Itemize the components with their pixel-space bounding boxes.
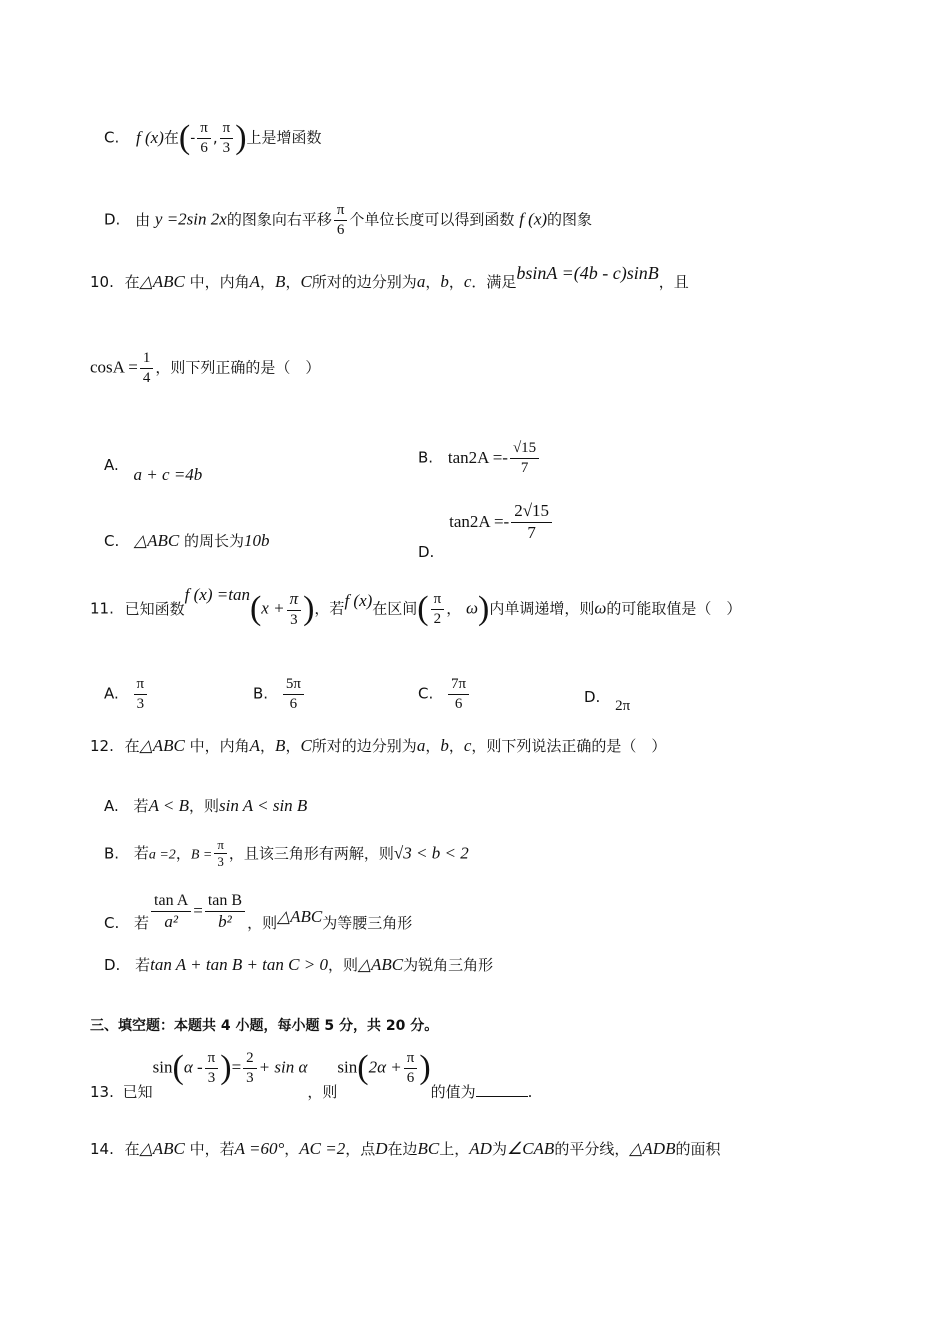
- math-expr: A =60°: [234, 1139, 285, 1158]
- text: 由: [135, 210, 151, 229]
- text: ，则: [327, 956, 358, 974]
- text: ，则下列正确的是（ ）: [155, 358, 321, 377]
- fraction: $\frac{1}{4}$: [140, 350, 154, 386]
- q11-option-a: [104, 676, 149, 712]
- math-expr: tan A + tan B + tan C > 0: [150, 955, 328, 974]
- question-number: 10.: [90, 273, 114, 291]
- text: 若: [134, 914, 150, 933]
- math-var: ω: [465, 598, 478, 618]
- fraction: $\frac{2}{3}$: [243, 1050, 257, 1086]
- text: .: [527, 1082, 533, 1101]
- q12-option-a: [104, 797, 307, 814]
- q11-option-b: [253, 676, 306, 712]
- text: ，: [284, 1140, 300, 1158]
- q10-option-d: [418, 501, 554, 561]
- math-func: sin: [152, 1057, 173, 1077]
- option-label: C.: [418, 684, 434, 703]
- math-var: A: [249, 272, 261, 291]
- math-var: C: [300, 736, 312, 755]
- math-eq: =: [231, 1057, 242, 1077]
- math-var: D: [375, 1139, 388, 1158]
- text: 为: [491, 1140, 507, 1158]
- q10-option-b: [418, 440, 541, 476]
- text: 若: [133, 844, 149, 863]
- fraction: $\frac{\pi}{3}$: [220, 120, 234, 156]
- text: 内单调递增，则: [489, 599, 595, 618]
- math-expr: + sin α: [258, 1057, 308, 1077]
- math-var: A: [249, 736, 261, 755]
- text: ，则: [247, 914, 278, 933]
- q11-option-d: [584, 688, 631, 714]
- text: 个单位长度可以得到函数: [349, 210, 515, 229]
- q12-option-c: C. 若 $\frac{\text{tan A}}{\text{a²}}$ = $\frac{\text{tan B}}{\text{b²}}$ ，则△ABC为等腰三角形: [104, 892, 413, 933]
- text: ，若: [314, 599, 345, 618]
- math-condition: bsinA =(4b - c)sinB: [516, 263, 659, 283]
- math-expr: tan2A =-: [449, 511, 510, 531]
- math-expr: B =: [190, 847, 213, 863]
- text: 在: [163, 128, 179, 147]
- math-var: BC: [417, 1139, 440, 1158]
- option-label: B.: [253, 684, 269, 703]
- option-label: D.: [104, 956, 121, 974]
- fraction: $\frac{\pi}{3}$: [214, 838, 227, 870]
- fraction: $\frac{\pi}{6}$: [197, 120, 211, 156]
- text: 已知函数: [124, 599, 185, 618]
- question-number: 14.: [90, 1140, 114, 1158]
- text: 在边: [387, 1140, 418, 1158]
- question-number: 13.: [90, 1082, 114, 1101]
- text: 在: [124, 273, 140, 291]
- q14-stem: [90, 1140, 720, 1157]
- fraction: $\frac{\text{tan B}}{\text{b²}}$: [205, 892, 245, 931]
- math-var: b: [440, 736, 449, 755]
- text: ，且该三角形有两解，则: [228, 844, 394, 863]
- section-heading: 三、填空题：本题共 4 小题，每小题 5 分，共 20 分。: [90, 1018, 439, 1034]
- math-expr: 2α +: [368, 1057, 402, 1077]
- fraction: $\frac{\pi}{6}$: [334, 202, 348, 238]
- math-triangle: △ABC: [139, 1139, 185, 1158]
- fraction: $\frac{2√15}{7}$: [511, 502, 552, 542]
- q12-stem: 12. 在△ABC 中，内角A，B，C所对的边分别为a，b，c，则下列说法正确的是（ ）: [90, 736, 667, 755]
- q9-option-c: C. f (x)在(- $\frac{\pi}{6}$ , $\frac{\pi}{3}$ )上是增函数: [104, 119, 322, 156]
- math-triangle: △ADB: [629, 1139, 676, 1158]
- q11-stem: 11. 已知函数f (x) =tan(x + $\frac{\pi}{3}$ )，若f (x)在区间( $\frac{\pi}{2}$ ， ω)内单调递增，则ω的可能取值是（ ）: [90, 584, 742, 628]
- text: 上，: [439, 1140, 470, 1158]
- fraction: $\frac{7\pi}{6}$: [448, 676, 469, 712]
- math-cos: cosA =: [90, 357, 138, 377]
- text: 中，内角: [189, 273, 250, 291]
- math-func: sin: [337, 1057, 358, 1077]
- option-label: C.: [104, 914, 120, 933]
- text: 所对的边分别为: [311, 737, 417, 755]
- math-var: C: [300, 272, 312, 291]
- math-expr: a + c =4b: [133, 465, 203, 484]
- text: 所对的边分别为: [311, 273, 417, 291]
- text: 的面积: [675, 1140, 721, 1158]
- math-expr: α -: [183, 1057, 203, 1077]
- math-var: b: [440, 272, 449, 291]
- q13-stem: 13. 已知sin(α - $\frac{\pi}{3}$ )= $\frac{2}{3}$ + sin α，则sin(2α + $\frac{\pi}{6}$ )的值为 .: [90, 1049, 533, 1101]
- text: ，则: [307, 1082, 338, 1101]
- fraction: $\frac{\pi}{3}$: [287, 590, 302, 628]
- math-var: c: [463, 272, 472, 291]
- math-expr: a =2: [148, 847, 176, 863]
- math-expr: sin A < sin B: [219, 796, 308, 815]
- fraction: $\frac{\pi}{3}$: [205, 1050, 219, 1086]
- question-number: 11.: [90, 599, 114, 618]
- answer-blank[interactable]: [476, 1084, 528, 1097]
- q10-option-a: [104, 456, 203, 484]
- text: 的图象: [547, 210, 593, 229]
- text: ．满足: [471, 273, 517, 291]
- text: 中，内角: [189, 737, 250, 755]
- q11-option-c: [418, 676, 471, 712]
- math-expr: tan2A =-: [447, 447, 508, 467]
- q12-option-b: B. 若a =2，B = $\frac{\pi}{3}$ ，且该三角形有两解，则√3 < b < 2: [104, 837, 469, 870]
- text: 的可能取值是（ ）: [606, 599, 742, 618]
- text: ，则下列说法正确的是（ ）: [471, 737, 667, 755]
- math-fx: f (x) =tan: [184, 584, 250, 604]
- math-fx: f (x): [136, 127, 164, 147]
- text: ，点: [345, 1140, 376, 1158]
- text: 为等腰三角形: [322, 914, 413, 933]
- option-label: B.: [418, 448, 434, 467]
- text: 的图象向右平移: [226, 210, 332, 229]
- math-expr: AC =2: [299, 1139, 346, 1158]
- option-label: D.: [104, 210, 121, 229]
- fraction: $\frac{\pi}{6}$: [404, 1050, 418, 1086]
- option-label: A.: [104, 684, 119, 703]
- fraction: $\frac{√15}{7}$: [510, 440, 539, 476]
- text: 在: [124, 1140, 140, 1158]
- math-eq: y =2sin 2x: [154, 209, 227, 229]
- option-label: B.: [104, 844, 120, 863]
- text: 在: [124, 737, 140, 755]
- option-label: C.: [104, 532, 120, 550]
- text: 已知: [122, 1082, 153, 1101]
- math-var: ω: [594, 598, 607, 618]
- option-label: C.: [104, 128, 120, 147]
- text: 为锐角三角形: [403, 956, 494, 974]
- question-number: 12.: [90, 737, 114, 755]
- text: 的周长为: [184, 532, 245, 550]
- q12-option-d: [104, 956, 493, 973]
- text: 若: [133, 797, 149, 815]
- math-var: AD: [469, 1139, 492, 1158]
- fraction: $\frac{\text{tan A}}{\text{a²}}$: [151, 892, 191, 931]
- math-triangle: △ABC: [139, 272, 185, 291]
- math-expr: 10b: [244, 531, 270, 550]
- q10-stem-2: [90, 350, 320, 386]
- option-label: A.: [104, 797, 119, 815]
- math-var: B: [275, 736, 286, 755]
- text: 若: [135, 956, 151, 974]
- math-triangle: △ABC: [357, 955, 404, 974]
- text: 上是增函数: [246, 128, 322, 147]
- option-label: D.: [418, 542, 435, 561]
- fraction: $\frac{\pi}{3}$: [134, 676, 148, 712]
- math-angle: ∠CAB: [506, 1139, 555, 1158]
- text: ，且: [658, 273, 689, 291]
- option-label: A.: [104, 456, 119, 474]
- math-fx: f (x): [519, 209, 548, 229]
- math-var: a: [416, 272, 426, 291]
- math-var: B: [275, 272, 286, 291]
- fraction: $\frac{\pi}{2}$: [431, 591, 445, 627]
- math-fx: f (x): [344, 590, 373, 610]
- text: ，则: [189, 797, 220, 815]
- text: 的平分线，: [554, 1140, 630, 1158]
- math-triangle: △ABC: [134, 531, 180, 550]
- fraction: $\frac{5\pi}{6}$: [283, 676, 304, 712]
- text: 的值为: [430, 1082, 476, 1101]
- text: 中，若: [189, 1140, 235, 1158]
- q9-option-d: [104, 202, 592, 238]
- math-expr: x +: [261, 598, 285, 618]
- math-var: a: [416, 736, 426, 755]
- q10-option-c: [104, 532, 270, 549]
- math-expr: 2π: [615, 698, 631, 714]
- math-expr: A < B: [148, 796, 189, 815]
- math-triangle: △ABC: [277, 907, 323, 927]
- math-triangle: △ABC: [139, 736, 185, 755]
- option-label: D.: [584, 688, 601, 706]
- minus-sign: -: [190, 130, 196, 147]
- math-var: c: [463, 736, 472, 755]
- q10-stem: 10. 在△ABC 中，内角A，B，C所对的边分别为a，b，c．满足bsinA =(4b - c)sinB，且: [90, 263, 689, 291]
- math-expr: √3 < b < 2: [393, 843, 469, 863]
- text: 在区间: [372, 599, 418, 618]
